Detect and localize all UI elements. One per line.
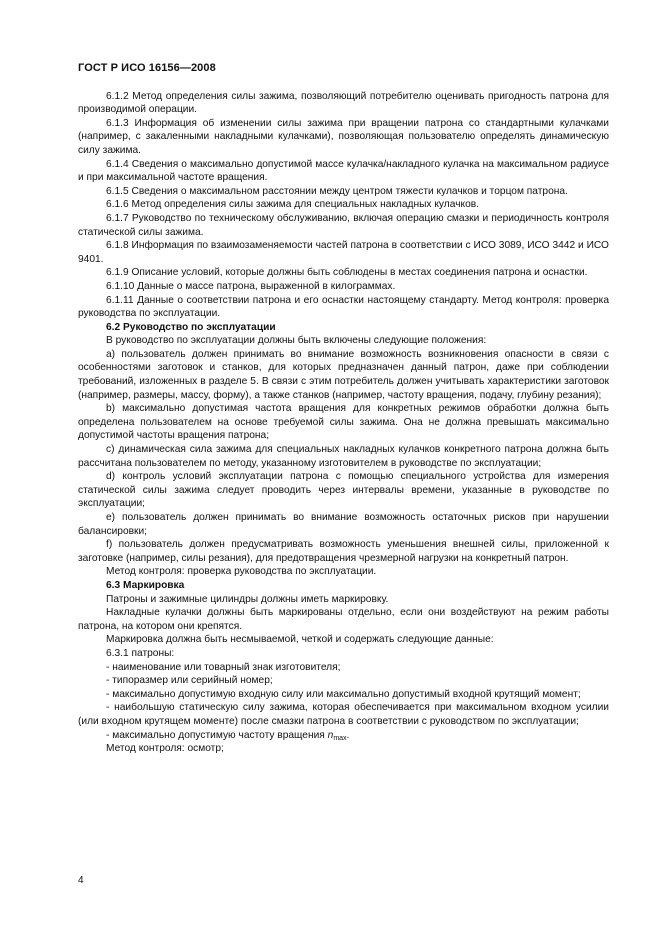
paragraph: Маркировка должна быть несмываемой, четкой и содержать следующие данные: — [106, 634, 494, 646]
paragraph: 6.1.10 Данные о массе патрона, выраженной в килограммах. — [106, 280, 396, 292]
paragraph: 6.1.5 Сведения о максимальном расстоянии между центром тяжести кулачков и торцом патрона. — [106, 185, 568, 197]
paragraph: 6.1.3 Информация об изменении силы зажима при вращении патрона со стандартными кулачками (например, с закаленными накладными кулачками), позволяющая пользователю определять динамическую силу зажима. — [78, 117, 609, 156]
nmax-subscript: max — [333, 734, 347, 742]
document-body — [78, 90, 609, 729]
paragraph: - наименование или товарный знак изготовителя; — [106, 661, 341, 673]
paragraph: Патроны и зажимные цилиндры должны иметь маркировку. — [106, 593, 389, 605]
paragraph: 6.1.2 Метод определения силы зажима, позволяющий потребителю оценивать пригодность патрона для производимой операции. — [78, 90, 609, 116]
paragraph: 6.1.11 Данные о соответствии патрона и его оснастки настоящему стандарту. Метод контроля: проверка руководства по эксплуатации. — [78, 294, 609, 320]
paragraph: 6.1.7 Руководство по техническому обслуживанию, включая операцию смазки и периодичность контроля статической силы зажима. — [78, 212, 609, 238]
section-heading: 6.3 Маркировка — [106, 579, 185, 591]
paragraph: - типоразмер или серийный номер; — [106, 675, 273, 687]
section-heading: 6.2 Руководство по эксплуатации — [106, 321, 276, 333]
paragraph: - наибольшую статическую силу зажима, которая обеспечивается при максимальном входном усилии (или входном крутящем моменте) после смазки патрона в соответствии с руководством по эксплуатации; — [78, 702, 609, 727]
nmax-prefix: - максимально допустимую частоту вращения — [106, 729, 328, 741]
paragraph: e) пользователь должен принимать во внимание возможность остаточных рисков при нарушении балансировки; — [78, 512, 609, 537]
paragraph: 6.1.8 Информация по взаимозаменяемости частей патрона в соответствии с ИСО 3089, ИСО 3442 и ИСО 9401. — [78, 240, 609, 265]
nmax-paragraph — [78, 729, 609, 743]
paragraph: 6.1.4 Сведения о максимально допустимой массе кулачка/накладного кулачка на максимальном радиусе и при максимальной частоте вращения. — [78, 158, 609, 184]
nmax-suffix: . — [346, 729, 350, 741]
page-number: 4 — [78, 875, 84, 886]
paragraph: 6.1.9 Описание условий, которые должны быть соблюдены в местах соединения патрона и оснастки. — [106, 267, 588, 279]
paragraph: d) контроль условий эксплуатации патрона с помощью специального устройства для измерения статической силы зажима следует проводить через интервалы времени, указанные в руководстве по эксплуатации; — [78, 471, 609, 510]
paragraph: В руководство по эксплуатации должны быть включены следующие положения: — [106, 335, 487, 347]
paragraph: a) пользователь должен принимать во внимание возможность возникновения опасности в связи с особенностями заготовок и станков, для которых предназначен данный патрон, даже при соблюдении требований, изложенных в разделе 5. В связи с этим потребитель должен учитывать характеристики заготовок (например, размеры, массу, форму), а также станков (например, частоту вращения, подачу, глубину резания); — [78, 348, 609, 401]
paragraph: 6.1.6 Метод определения силы зажима для специальных накладных кулачков. — [106, 199, 479, 211]
control-method-line: Метод контроля: осмотр; — [106, 743, 224, 755]
paragraph: f) пользователь должен предусматривать возможность уменьшения внешней силы, приложенной к заготовке (например, силы резания), для предотвращения чрезмерной нагрузки на конкретный патрон. — [78, 539, 609, 564]
paragraph: b) максимально допустимая частота вращения для конкретных режимов обработки должна быть определена пользователем на основе требуемой силы зажима. Она не должна превышать максимально допустимой частоты вращения патрона; — [78, 403, 609, 442]
paragraph: 6.3.1 патроны: — [106, 647, 175, 659]
paragraph: Накладные кулачки должны быть маркированы отдельно, если они воздействуют на режим работы патрона, на котором они крепятся. — [78, 607, 609, 632]
paragraph: - максимально допустимую входную силу или максимально допустимый входной крутящий момент; — [106, 688, 581, 700]
paragraph: c) динамическая сила зажима для специальных накладных кулачков конкретного патрона должна быть рассчитана пользователем по методу, указанному изготовителем в руководстве по эксплуатации; — [78, 444, 609, 469]
nmax-symbol: n — [327, 729, 334, 741]
paragraph: Метод контроля: проверка руководства по эксплуатации. — [106, 566, 377, 578]
document-header: ГОСТ Р ИСО 16156—2008 — [78, 62, 216, 74]
